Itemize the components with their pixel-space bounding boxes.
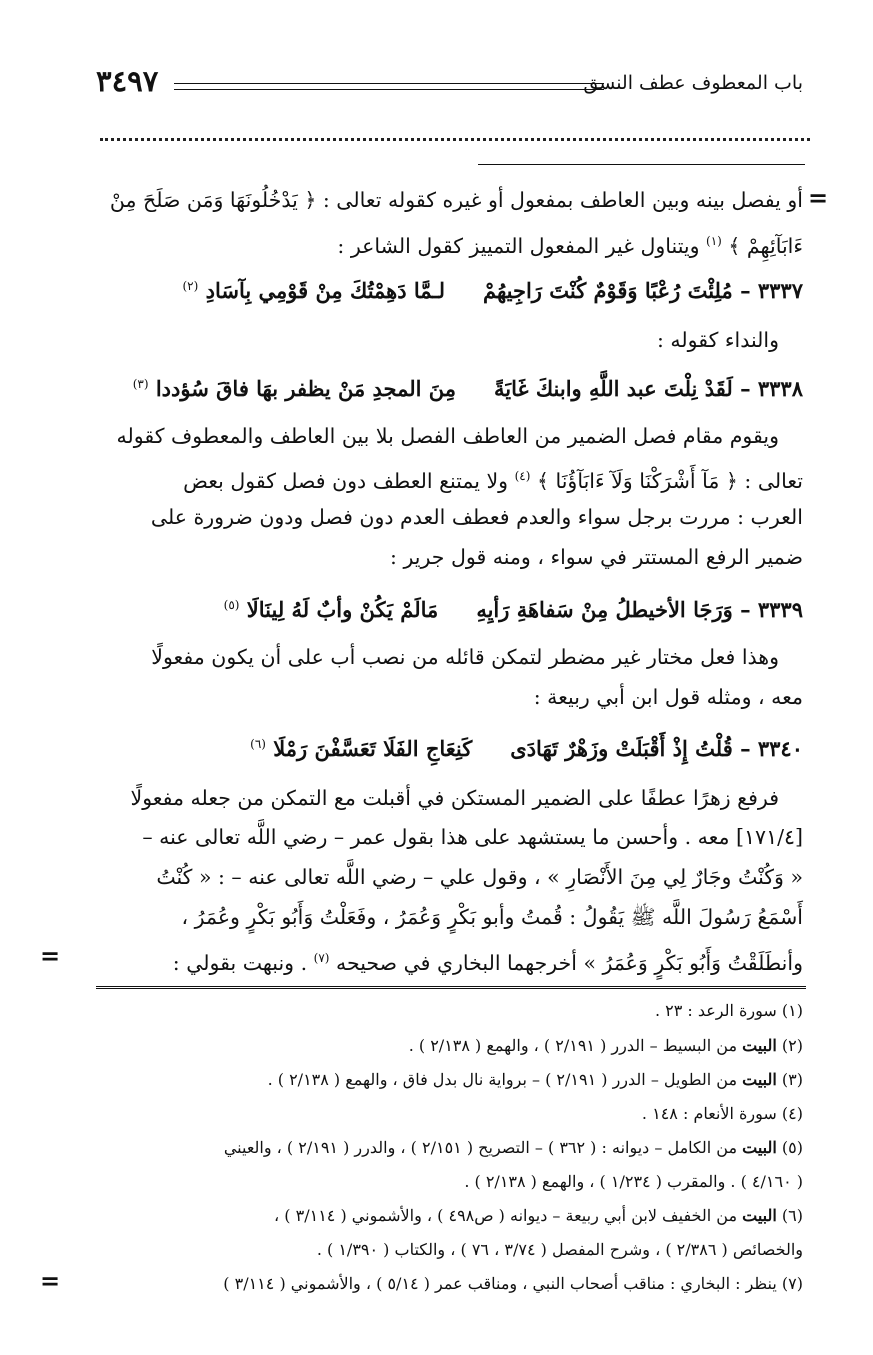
verse-line: ٣٣٤٠ – قُلْتُ إِذْ أَقْبَلَتْ وزَهْرٌ تَهَادَىكَنِعَاجِ الفَلَا تَعَسَّفْنَ رَمْلَا $^{(٦)}$ [250, 736, 803, 761]
text-line: أو يفصل بينه وبين العاطف بمفعول أو غيره كقوله تعالى : ﴿ يَدْخُلُونَهَا وَمَن صَلَحَ مِنْ [109, 188, 803, 212]
text-line: « وَكُنْتُ وجَارٌ لِي مِنَ الأَنْصَارِ » ، وقول علي – رضي اللَّه تعالى عنه – : « كُنْتُ [156, 865, 803, 889]
header-rule [174, 89, 604, 90]
verse-second-hemistich: مِنَ المجدِ مَنْ يظفر بهَا فاقَ سُؤددا [155, 376, 457, 401]
footnote-separator [96, 986, 806, 989]
footnote-line: (٦) البيت من الخفيف لابن أبي ربيعة – ديوانه ( ص٤٩٨ ) ، والأشموني ( ٣/١١٤ ) ، [274, 1206, 803, 1225]
verse-first-hemistich: لَقَدْ نِلْتَ عبد اللَّهِ وابنكَ غَايَةً [494, 376, 733, 401]
footnote-line: والخصائص ( ٢/٣٨٦ ) ، وشرح المفصل ( ٣/٧٤ ، ٧٦ ) ، والكتاب ( ١/٣٩٠ ) . [316, 1240, 803, 1259]
text-line: وهذا فعل مختار غير مضطر لتمكن قائله من نصب أب على أن يكون مفعولًا [151, 645, 779, 669]
header-rule [174, 83, 604, 84]
continuation-mark-body: = [40, 941, 61, 970]
footnote-line: (٢) البيت من البسيط – الدرر ( ٢/١٩١ ) ، والهمع ( ٢/١٣٨ ) . [408, 1036, 803, 1055]
page-header [96, 62, 803, 106]
footnote-line: (٣) البيت من الطويل – الدرر ( ٢/١٩١ ) – برواية نال بدل فاق ، والهمع ( ٢/١٣٨ ) . [267, 1070, 803, 1089]
verse-second-hemistich: مَالَمْ يَكُنْ وأبٌ لَهُ لِينَالَا [246, 597, 439, 622]
verse-line: ٣٣٣٩ – وَرَجَا الأخيطلُ مِنْ سَفاهَةِ رَأيِهِمَالَمْ يَكُنْ وأبٌ لَهُ لِينَالَا $^{(٥)}$ [223, 597, 803, 622]
running-title: باب المعطوف عطف النسق [583, 72, 803, 94]
text-line: العرب : مررت برجل سواء والعدم فعطف العدم دون فصل ودون ضرورة على [150, 505, 803, 529]
footnote-line: (٤) سورة الأنعام : ١٤٨ . [641, 1104, 803, 1123]
verse-first-hemistich: مُلِئْتَ رُعْبًا وَقَوْمٌ كُنْتَ رَاجِيهُمْ [483, 278, 733, 303]
text-line: فرفع زهرًا عطفًا على الضمير المستكن في أقبلت مع التمكن من جعله مفعولًا [130, 786, 779, 810]
verse-first-hemistich: قُلْتُ إِذْ أَقْبَلَتْ وزَهْرٌ تَهَادَى [510, 736, 733, 761]
text-line: والنداء كقوله : [656, 328, 779, 352]
section-rule [478, 164, 805, 165]
text-line: تعالى : ﴿ مَآ أَشْرَكْنَا وَلَآ ءَابَآؤُنَا ﴾ $^{(٤)}$ ولا يمتنع العطف دون فصل كقول بعض [183, 468, 803, 493]
text-line: وأنطَلَقْتُ وَأَبُو بَكْرٍ وَعُمَرُ » أخرجهما البخاري في صحيحه $^{(٧)}$ . ونبهت بقولي : [172, 950, 803, 975]
continuation-mark-top: = [808, 183, 829, 212]
page-number: ٣٤٩٧ [96, 64, 159, 98]
text-line: [١٧١/٤] معه . وأحسن ما يستشهد على هذا بقول عمر – رضي اللَّه تعالى عنه – [142, 825, 803, 849]
footnote-line: (٧) ينظر : البخاري : مناقب أصحاب النبي ، ومناقب عمر ( ٥/١٤ ) ، والأشموني ( ٣/١١٤ ) [223, 1274, 803, 1293]
text-line: معه ، ومثله قول ابن أبي ربيعة : [533, 685, 803, 709]
text-line: أَسْمَعُ رَسُولَ اللَّه ﷺ يَقُولُ : قُمتُ وأبو بَكْرٍ وَعُمَرُ ، وفَعَلْتُ وَأَبُو بَكْرٍ وعُمَرُ ، [181, 905, 803, 929]
text-line: ءَابَآئِهِمْ ﴾ $^{(١)}$ ويتناول غير المفعول التمييز كقول الشاعر : [337, 233, 803, 258]
verse-line: ٣٣٣٨ – لَقَدْ نِلْتَ عبد اللَّهِ وابنكَ غَايَةًمِنَ المجدِ مَنْ يظفر بهَا فاقَ سُؤددا $^{(٣)}$ [132, 376, 803, 401]
text-line: ضمير الرفع المستتر في سواء ، ومنه قول جرير : [390, 545, 803, 569]
footnote-line: (١) سورة الرعد : ٢٣ . [654, 1001, 803, 1020]
continuation-mark-footnote: = [40, 1266, 61, 1295]
dotted-separator [100, 138, 810, 141]
verse-line: ٣٣٣٧ – مُلِئْتَ رُعْبًا وَقَوْمٌ كُنْتَ رَاجِيهُمْلـمَّا دَهِمْتُكَ مِنْ قَوْمِي بِآسَادِ $^{(٢)}$ [182, 278, 803, 303]
verse-second-hemistich: كَنِعَاجِ الفَلَا تَعَسَّفْنَ رَمْلَا [273, 736, 473, 761]
footnote-line: ( ٤/١٦٠ ) . والمقرب ( ١/٢٣٤ ) ، والهمع ( ٢/١٣٨ ) . [464, 1172, 803, 1191]
text-line: ويقوم مقام فصل الضمير من العاطف الفصل بلا بين العاطف والمعطوف كقوله [116, 424, 779, 448]
footnote-line: (٥) البيت من الكامل – ديوانه : ( ٣٦٢ ) – التصريح ( ٢/١٥١ ) ، والدرر ( ٢/١٩١ ) ، والعيني [223, 1138, 803, 1157]
verse-first-hemistich: وَرَجَا الأخيطلُ مِنْ سَفاهَةِ رَأيِهِ [476, 597, 733, 622]
verse-second-hemistich: لـمَّا دَهِمْتُكَ مِنْ قَوْمِي بِآسَادِ [205, 278, 445, 303]
